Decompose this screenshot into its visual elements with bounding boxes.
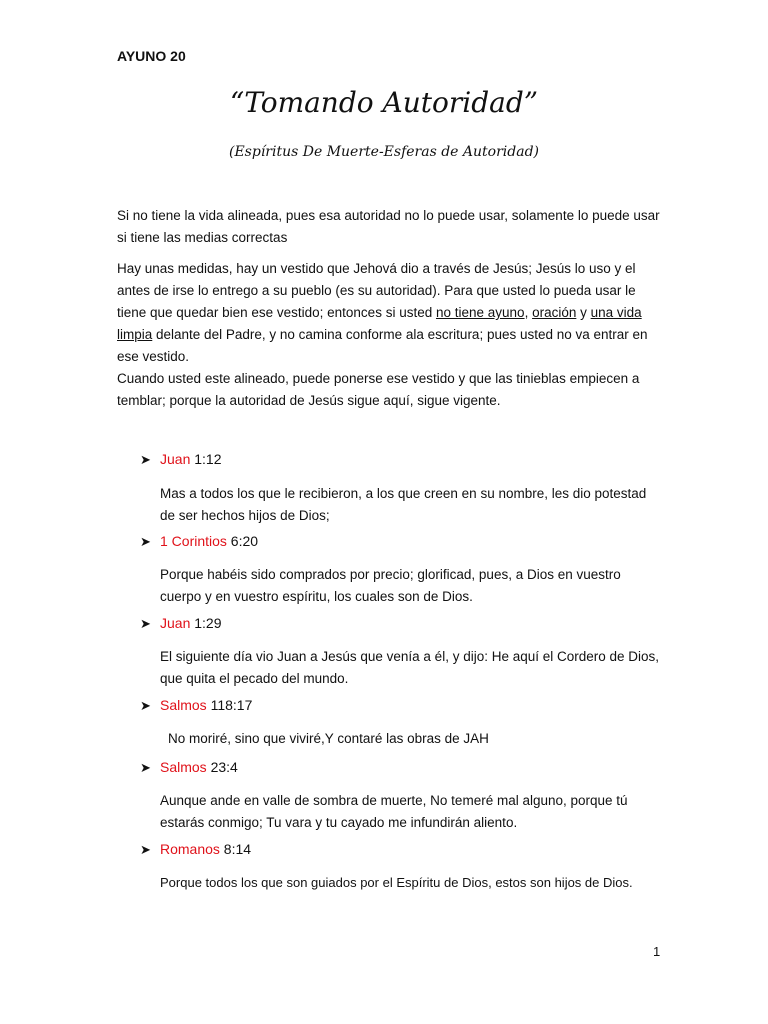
reference-verse: Mas a todos los que le recibieron, a los que creen en su nombre, les dio potestad de ser hechos hijos de Dios; xyxy=(160,486,647,523)
reference-book: Salmos xyxy=(160,697,207,713)
bullet-arrow-icon: ➤ xyxy=(140,452,151,467)
paragraph-3: Cuando usted este alineado, puede ponerse ese vestido y que las tinieblas empiecen a temblar; porque la autoridad de Jesús sigue aquí, sigue vigente. xyxy=(117,371,640,408)
reference-cite: 23:4 xyxy=(206,759,238,775)
bullet-arrow-icon: ➤ xyxy=(140,760,151,775)
page-subtitle: (Espíritus De Muerte-Esferas de Autoridad) xyxy=(228,144,539,160)
underlined-fasting: no tiene ayuno xyxy=(435,305,525,320)
separator: , xyxy=(524,305,533,320)
separator: y xyxy=(576,305,591,320)
paragraph-2-text-b: delante del Padre, y no camina conforme ala escritura; pues usted no va entrar en ese vestido. xyxy=(117,327,648,364)
paragraph-2-text-a: Hay unas medidas, hay un vestido que Jehová dio a través de Jesús; Jesús lo uso y el antes de irse lo entrego a su pueblo (es su autoridad). Para que usted lo pueda usar le tiene que quedar bien ese vestido; entonces si usted xyxy=(117,261,636,320)
paragraph-1: Si no tiene la vida alineada, pues esa autoridad no lo puede usar, solamente lo puede usar si tiene las medias correctas xyxy=(117,208,660,245)
underlined-clean-life: una vida limpia xyxy=(117,305,642,342)
reference-item xyxy=(140,697,252,714)
reference-item xyxy=(140,615,222,632)
reference-item xyxy=(140,759,238,776)
page-title: “Tomando Autoridad” xyxy=(229,86,539,119)
reference-book: 1 Corintios xyxy=(160,533,227,549)
paragraph-2 xyxy=(117,258,662,368)
reference-verse: El siguiente día vio Juan a Jesús que venía a él, y dijo: He aquí el Cordero de Dios, que quita el pecado del mundo. xyxy=(160,649,660,686)
bullet-arrow-icon: ➤ xyxy=(140,698,151,713)
bullet-arrow-icon: ➤ xyxy=(140,616,151,631)
reference-book: Romanos xyxy=(160,841,220,857)
reference-cite: 8:14 xyxy=(219,841,252,857)
underlined-prayer: oración xyxy=(532,305,577,320)
reference-verse: Aunque ande en valle de sombra de muerte, No temeré mal alguno, porque tú estarás conmigo; Tu vara y tu cayado me infundirán aliento. xyxy=(160,793,628,830)
bullet-arrow-icon: ➤ xyxy=(140,842,151,857)
bullet-arrow-icon: ➤ xyxy=(140,534,151,549)
reference-item xyxy=(140,451,222,468)
reference-verse: Porque habéis sido comprados por precio; glorificad, pues, a Dios en vuestro cuerpo y en vuestro espíritu, los cuales son de Dios. xyxy=(160,567,621,604)
reference-cite: 1:12 xyxy=(190,451,222,467)
reference-cite: 118:17 xyxy=(206,697,253,713)
reference-verse: No moriré, sino que viviré,Y contaré las obras de JAH xyxy=(168,731,489,746)
reference-book: Juan xyxy=(160,451,191,467)
page-number: 1 xyxy=(653,944,661,959)
reference-cite: 6:20 xyxy=(226,533,259,549)
reference-book: Juan xyxy=(160,615,191,631)
reference-verse: Porque todos los que son guiados por el Espíritu de Dios, estos son hijos de Dios. xyxy=(160,875,633,890)
reference-item xyxy=(140,841,251,858)
reference-cite: 1:29 xyxy=(190,615,222,631)
document-header: AYUNO 20 xyxy=(117,48,186,64)
reference-book: Salmos xyxy=(160,759,207,775)
reference-item xyxy=(140,533,258,550)
